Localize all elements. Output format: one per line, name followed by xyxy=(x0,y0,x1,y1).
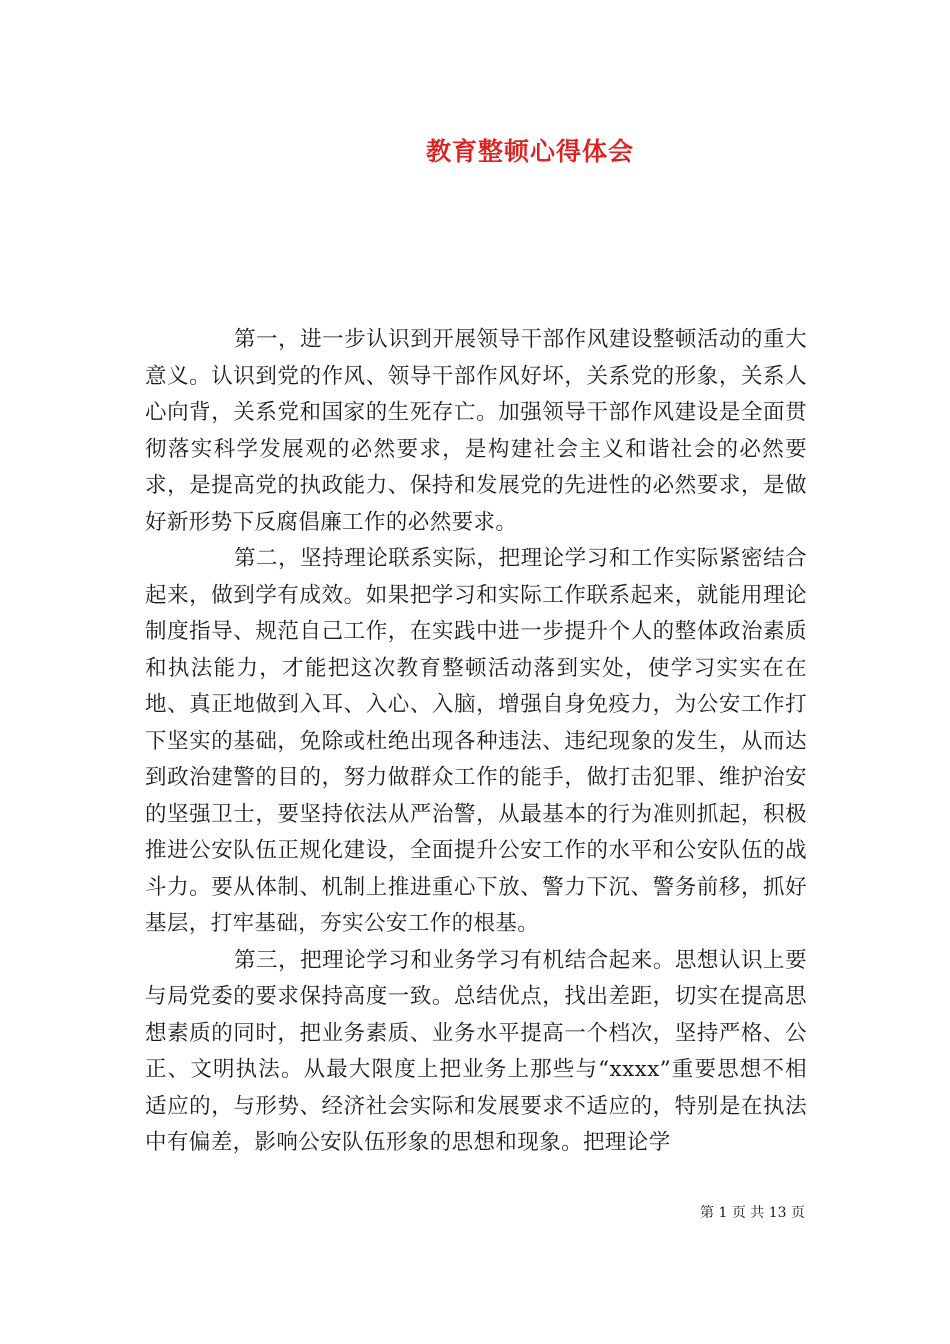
document-body xyxy=(145,322,807,1162)
page-number-footer: 第 1 页 共 13 页 xyxy=(700,1205,805,1221)
paragraph-3: 第三，把理论学习和业务学习有机结合起来。思想认识上要与局党委的要求保持高度一致。总结优点，找出差距，切实在提高思想素质的同时，把业务素质、业务水平提高一个档次，坚持严格、公正、文明执法。从最大限度上把业务上那些与“xxxx”重要思想不相适应的，与形势、经济社会实际和发展要求不适应的，特别是在执法中有偏差，影响公安队伍形象的思想和现象。把理论学 xyxy=(145,947,807,1155)
paragraph-1: 第一，进一步认识到开展领导干部作风建设整顿活动的重大意义。认识到党的作风、领导干部作风好坏，关系党的形象，关系人心向背，关系党和国家的生死存亡。加强领导干部作风建设是全面贯彻落实科学发展观的必然要求，是构建社会主义和谐社会的必然要求，是提高党的执政能力、保持和发展党的先进性的必然要求，是做好新形势下反腐倡廉工作的必然要求。 xyxy=(145,327,807,535)
paragraph-2: 第二，坚持理论联系实际，把理论学习和工作实际紧密结合起来，做到学有成效。如果把学习和实际工作联系起来，就能用理论制度指导、规范自己工作，在实践中进一步提升个人的整体政治素质和执法能力，才能把这次教育整顿活动落到实处，使学习实实在在地、真正地做到入耳、入心、入脑，增强自身免疫力，为公安工作打下坚实的基础，免除或杜绝出现各种违法、违纪现象的发生，从而达到政治建警的目的，努力做群众工作的能手，做打击犯罪、维护治安的坚强卫士，要坚持依法从严治警，从最基本的行为准则抓起，积极推进公安队伍正规化建设，全面提升公安工作的水平和公安队伍的战斗力。要从体制、机制上推进重心下放、警力下沉、警务前移，抓好基层，打牢基础，夯实公安工作的根基。 xyxy=(145,546,807,936)
document-title: 教育整顿心得体会 xyxy=(425,137,634,166)
